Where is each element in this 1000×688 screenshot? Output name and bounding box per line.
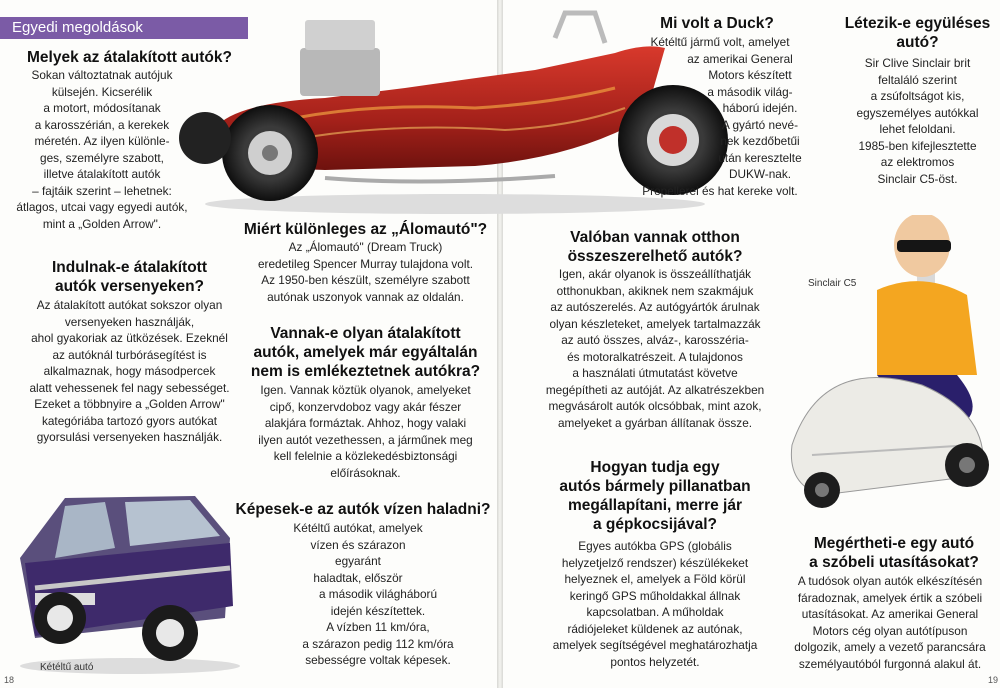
text-line: pontos helyzetét.	[610, 654, 700, 669]
text-line: haladtak, először	[313, 570, 403, 585]
question-line: Mi volt a Duck?	[660, 15, 774, 32]
text-line: Propellerei és hat kereke volt.	[642, 183, 798, 198]
text-line: háború idején.	[722, 101, 798, 115]
text-line: egyaránt	[335, 554, 381, 568]
text-line: Kétéltű jármű volt, amelyet	[650, 35, 790, 49]
text-line: alakjára formáztak. Ahhoz, hogy valaki	[264, 416, 467, 430]
text-line: helyeznek el, amelyek a Föld körül	[564, 572, 746, 586]
text-line: – fajtáik szerint – lehetnek:	[32, 183, 172, 198]
text-line: Ezeket a többnyire a „Golden Arrow"	[34, 397, 225, 411]
text-line: 1985-ben kifejlesztette	[858, 138, 977, 153]
question-heading	[232, 500, 494, 519]
question-heading	[520, 458, 790, 534]
text-line: előírásoknak.	[330, 465, 401, 480]
text-line: Az átalakított autókat sokszor olyan	[36, 298, 223, 312]
text-line: megvásárolt autók olcsóbbak, mint azok,	[548, 399, 762, 413]
answer-text	[12, 67, 192, 232]
sinclair-caption: Sinclair C5	[808, 278, 857, 289]
text-line: a második világ-	[707, 84, 793, 99]
text-line: mint a „Golden Arrow".	[42, 216, 162, 231]
text-line: a motort, módosítanak	[43, 101, 161, 115]
question-heading	[238, 220, 493, 239]
answer-text	[780, 573, 1000, 672]
text-line: nek kezdőbetűi	[720, 134, 800, 148]
text-line: utasításokat. Az amerikai General	[801, 607, 979, 621]
question-line: Létezik-e együléses	[844, 15, 991, 32]
question-line: nem is emlékeztetnek autókra?	[250, 363, 481, 380]
question-line: autók versenyeken?	[54, 278, 205, 295]
text-line: Igen. Vannak köztük olyanok, amelyeket	[260, 383, 471, 397]
text-line: méretén. Az ilyen különle-	[34, 134, 170, 148]
text-line: A vízben 11 km/óra,	[326, 620, 430, 634]
text-line: sebességre voltak képesek.	[305, 653, 451, 667]
answer-text	[238, 239, 493, 305]
question-line: összeszerelhető autók?	[567, 248, 743, 265]
text-line: rádiójeleket küldenek az autónak,	[567, 621, 743, 636]
answer-text	[835, 55, 1000, 187]
question-heading	[612, 14, 822, 33]
question-heading	[835, 14, 1000, 52]
text-line: Motors készített	[708, 68, 792, 82]
text-line: gyorsulási versenyeken használják.	[36, 430, 223, 444]
text-line: feltaláló szerint	[878, 72, 957, 87]
question-line: Valóban vannak otthon	[570, 229, 740, 246]
text-line: személyautóból furgonná alakul át.	[798, 656, 982, 671]
text-line: ges, személyre szabott,	[40, 150, 164, 165]
text-line: az autóknál turbórásegítést is	[52, 347, 207, 362]
page-number-right: 19	[988, 675, 999, 685]
question-heading	[12, 48, 247, 67]
text-line: versenyeken használják,	[64, 314, 195, 329]
text-line: ahol gyakoriak az ütközések. Ezeknél	[31, 331, 228, 345]
answer-text	[262, 520, 494, 669]
text-line: keringő GPS műholdakkal állnak	[569, 588, 741, 603]
text-line: A gyártó nevé-	[721, 117, 799, 132]
text-line: a zsúfoltságot kis,	[870, 89, 965, 103]
question-heading	[238, 324, 493, 381]
text-line: Az „Álomautó" (Dream Truck)	[288, 240, 443, 254]
question-heading	[520, 228, 790, 266]
answer-text	[12, 297, 247, 446]
text-line: külsején. Kicserélik	[51, 84, 153, 99]
text-line: fáradoznak, amelyek értik a szóbeli	[797, 590, 983, 605]
text-line: a karosszérián, a kerekek	[34, 117, 170, 132]
text-line: alatt vehessenek fel nagy sebességet.	[29, 380, 230, 395]
text-line: megépítheti az autóját. Az alkatrészekben	[545, 382, 765, 397]
text-line: átlagos, utcai vagy egyedi autók,	[16, 200, 188, 214]
text-line: Sinclair C5-öst.	[877, 171, 958, 186]
text-line: az autó összes, alváz-, karosszéria-	[561, 333, 749, 347]
question-heading	[788, 534, 1000, 572]
text-line: ilyen autót vezethessen, a járműnek meg	[258, 432, 473, 447]
question-line: megállapítani, merre jár	[567, 497, 743, 514]
text-line: A tudósok olyan autók elkészítésén	[797, 574, 983, 588]
text-line: olyan készleteket, amelyek tartalmazzák	[549, 316, 761, 331]
text-line: idején készítettek.	[330, 603, 426, 618]
text-line: az elektromos	[880, 155, 955, 169]
question-line: a gépkocsijával?	[592, 516, 718, 533]
text-line: Igen, akár olyanok is összeállíthatják	[558, 267, 752, 281]
text-line: a használati útmutatást követve	[572, 366, 738, 380]
text-line: és motoralkatrészeit. A tulajdonos	[567, 349, 743, 364]
text-line: DUKW-nak.	[728, 167, 792, 181]
text-line: kapcsolatban. A műholdak	[586, 605, 724, 619]
text-line: amelyek segítségével meghatározhatja	[552, 638, 758, 652]
question-heading	[12, 258, 247, 296]
answer-text	[520, 538, 790, 670]
text-line: az amerikai General	[687, 51, 793, 66]
answer-text	[620, 34, 820, 199]
text-line: alkalmaznak, hogy másodpercek	[43, 364, 216, 378]
text-line: helyzetjelző rendszer) készülékeket	[561, 555, 749, 570]
question-line: Hogyan tudja egy	[590, 459, 720, 476]
text-line: autónak uszonyok vannak az oldalán.	[267, 289, 464, 304]
question-line: autók, amelyek már egyáltalán	[253, 344, 478, 361]
text-line: amelyeket a gyárban állítanak össze.	[557, 415, 753, 430]
text-line: dolgozik, amely a vezető parancsára	[794, 640, 986, 654]
text-line: után keresztelte	[718, 150, 802, 165]
text-line: vízen és szárazon	[310, 537, 406, 552]
text-line: Az 1950-ben készült, személyre szabott	[261, 273, 470, 287]
question-line: Melyek az átalakított autók?	[26, 49, 232, 66]
text-line: kell felelnie a közlekedésbiztonsági	[273, 449, 458, 463]
answer-text	[520, 266, 790, 431]
text-line: cipő, konzervdoboz vagy akár fészer	[269, 399, 462, 414]
text-line: Motors cég olyan autótípuson	[812, 623, 968, 638]
question-line: Képesek-e az autók vízen haladni?	[235, 501, 491, 518]
text-line: Sir Clive Sinclair brit	[864, 56, 971, 70]
text-line: Egyes autókba GPS (globális	[578, 539, 732, 553]
text-line: illetve átalakított autók	[43, 167, 161, 181]
section-banner: Egyedi megoldások	[0, 17, 248, 39]
amphibian-car-image	[5, 488, 245, 676]
text-line: lehet feloldani.	[879, 122, 956, 136]
question-line: Indulnak-e átalakított	[51, 259, 208, 276]
text-line: Sokan változtatnak autójuk	[31, 68, 173, 82]
question-line: Megértheti-e egy autó	[813, 535, 975, 552]
text-line: a második világháború	[318, 587, 438, 601]
text-line: kategóriába tartozó gyors autókat	[41, 413, 218, 428]
text-line: az autószerelés. Az autógyártók árulnak	[550, 300, 760, 314]
page-number-left: 18	[4, 675, 15, 685]
text-line: Kétéltű autókat, amelyek	[293, 521, 423, 535]
question-line: Vannak-e olyan átalakított	[270, 325, 461, 342]
sinclair-c5-image	[782, 215, 997, 525]
answer-text	[238, 382, 493, 481]
question-line: Miért különleges az „Álomautó"?	[243, 221, 488, 238]
text-line: eredetileg Spencer Murray tulajdona volt.	[257, 256, 474, 271]
question-line: a szóbeli utasításokat?	[809, 554, 979, 571]
text-line: a szárazon pedig 112 km/óra	[302, 636, 454, 651]
text-line: otthonukban, akiknek nem szakmájuk	[556, 283, 754, 298]
question-line: autós bármely pillanatban	[559, 478, 751, 495]
text-line: egyszemélyes autókkal	[856, 105, 979, 120]
amphibian-caption: Kétéltű autó	[40, 662, 94, 673]
question-line: autó?	[896, 34, 939, 51]
